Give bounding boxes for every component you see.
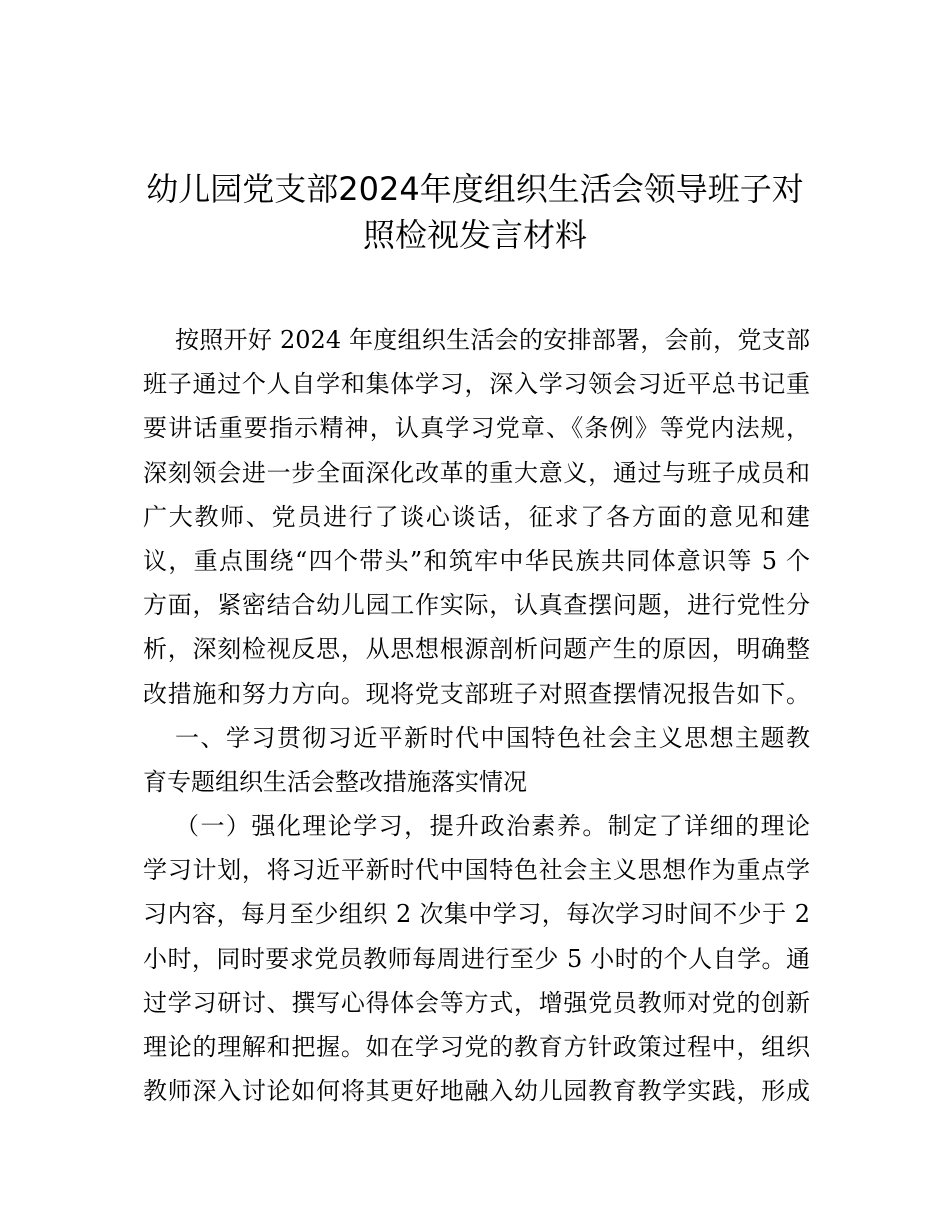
text-line: 学习计划，将习近平新时代中国特色社会主义思想作为重点学 [143, 856, 810, 885]
text-line: 广大教师、党员进行了谈心谈话，征求了各方面的意见和建 [143, 502, 810, 531]
text-line: 方面，紧密结合幼儿园工作实际，认真查摆问题，进行党性分 [143, 591, 810, 620]
subsection-paragraph-1 [143, 804, 810, 1113]
text-line: 习内容，每月至少组织 2 次集中学习，每次学习时间不少于 2 [143, 900, 810, 929]
title-line-2: 照检视发言材料 [362, 216, 587, 254]
text-line: 理论的理解和把握。如在学习党的教育方针政策过程中，组织 [143, 1033, 810, 1061]
heading-line: 一、学习贯彻习近平新时代中国特色社会主义思想主题教 [175, 723, 810, 752]
document-body [143, 318, 810, 1113]
text-line: 教师深入讨论如何将其更好地融入幼儿园教育教学实践，形成 [143, 1077, 810, 1106]
text-line: 过学习研讨、撰写心得体会等方式，增强党员教师对党的创新 [143, 988, 810, 1017]
text-line: （一）强化理论学习，提升政治素养。制定了详细的理论 [175, 812, 810, 841]
heading-line: 育专题组织生活会整改措施落实情况 [143, 767, 527, 796]
document-title [100, 166, 850, 258]
text-line: 析，深刻检视反思，从思想根源剖析问题产生的原因，明确整 [143, 635, 810, 664]
text-line: 要讲话重要指示精神，认真学习党章、《条例》等党内法规， [143, 414, 810, 443]
title-line-1: 幼儿园党支部2024年度组织生活会领导班子对 [146, 170, 804, 208]
text-line: 深刻领会进一步全面深化改革的重大意义，通过与班子成员和 [143, 458, 810, 487]
section-heading-1 [143, 716, 810, 804]
text-line: 改措施和努力方向。现将党支部班子对照查摆情况报告如下。 [143, 679, 810, 708]
text-line: 按照开好 2024 年度组织生活会的安排部署，会前，党支部 [175, 326, 810, 354]
text-line: 小时，同时要求党员教师每周进行至少 5 小时的个人自学。通 [143, 944, 810, 973]
text-line: 议，重点围绕“四个带头”和筑牢中华民族共同体意识等 5 个 [143, 546, 810, 575]
intro-paragraph [143, 318, 810, 716]
text-line: 班子通过个人自学和集体学习，深入学习领会习近平总书记重 [143, 370, 810, 399]
